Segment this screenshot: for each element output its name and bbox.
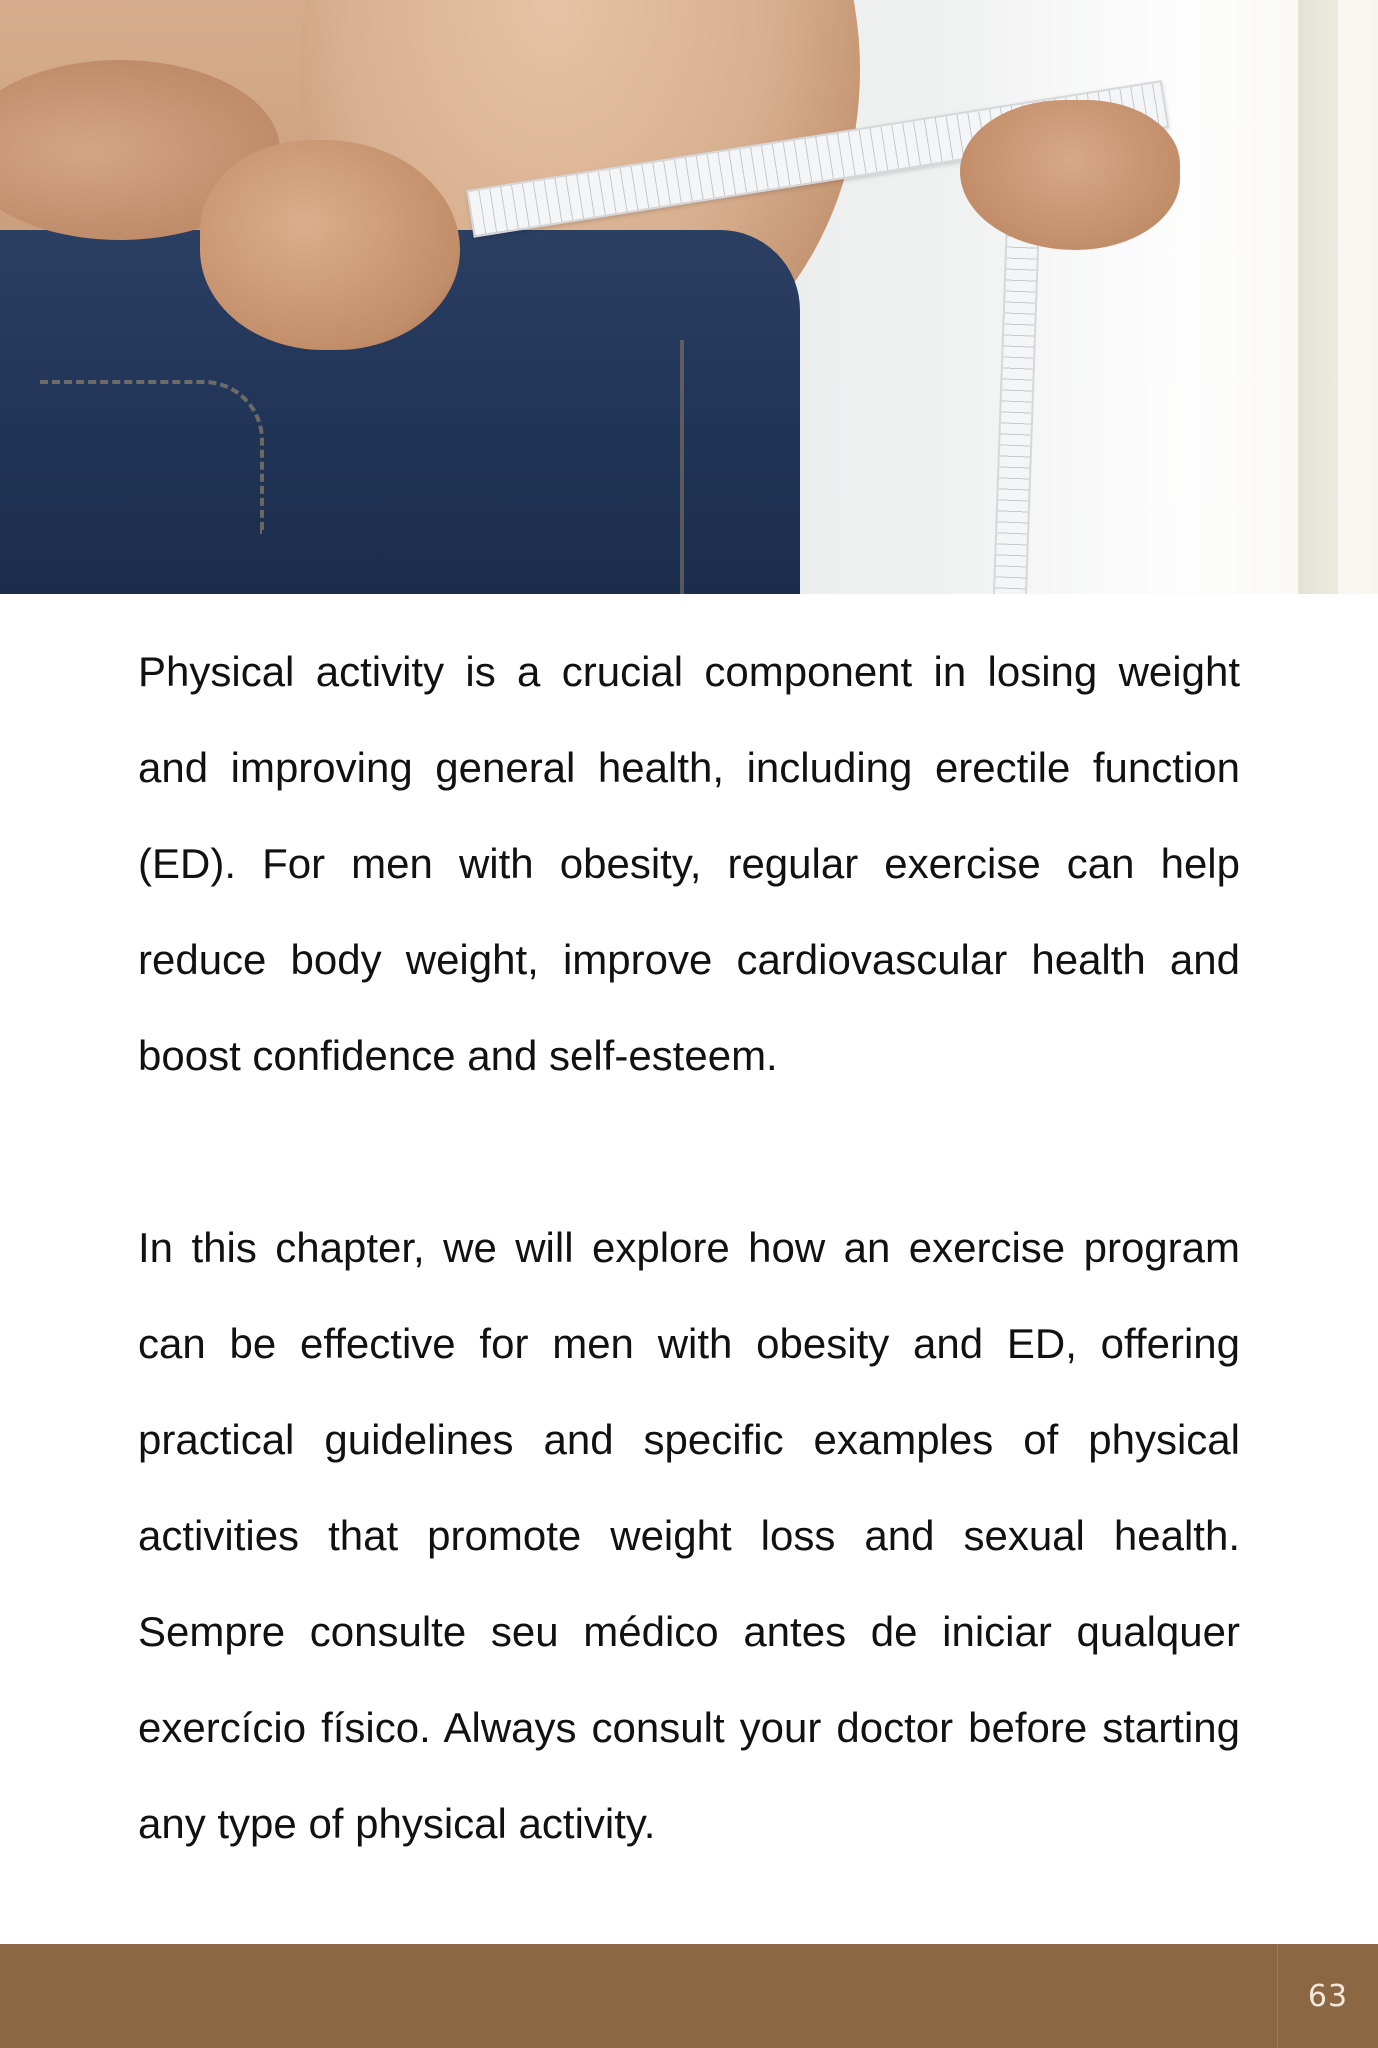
paragraph-intro: Physical activity is a crucial component in losing weight and improving general health, including erectile function (ED). For men with obesity, regular exercise can help reduce body weight, improve cardiovascular health and boost confidence and self-esteem. — [138, 648, 1240, 1079]
jeans-fly — [680, 340, 684, 594]
page-number: 63 — [1307, 1978, 1349, 2014]
paragraph-chapter-overview: In this chapter, we will explore how an exercise program can be effective for men with obesity and ED, offering practical guidelines and specific examples of physical activities that promote weight loss and sexual health. Sempre consulte seu médico antes de iniciar qualquer exercício físico. Always consult your doctor before starting any type of physical activity. — [138, 1224, 1240, 1847]
page-number-box — [1277, 1944, 1378, 2048]
hero-photo-measuring-waist — [0, 0, 1378, 594]
jeans-pocket — [40, 380, 264, 534]
background-window-frame — [1298, 0, 1338, 594]
chapter-text — [138, 624, 1240, 1872]
page-footer — [0, 1944, 1378, 2048]
